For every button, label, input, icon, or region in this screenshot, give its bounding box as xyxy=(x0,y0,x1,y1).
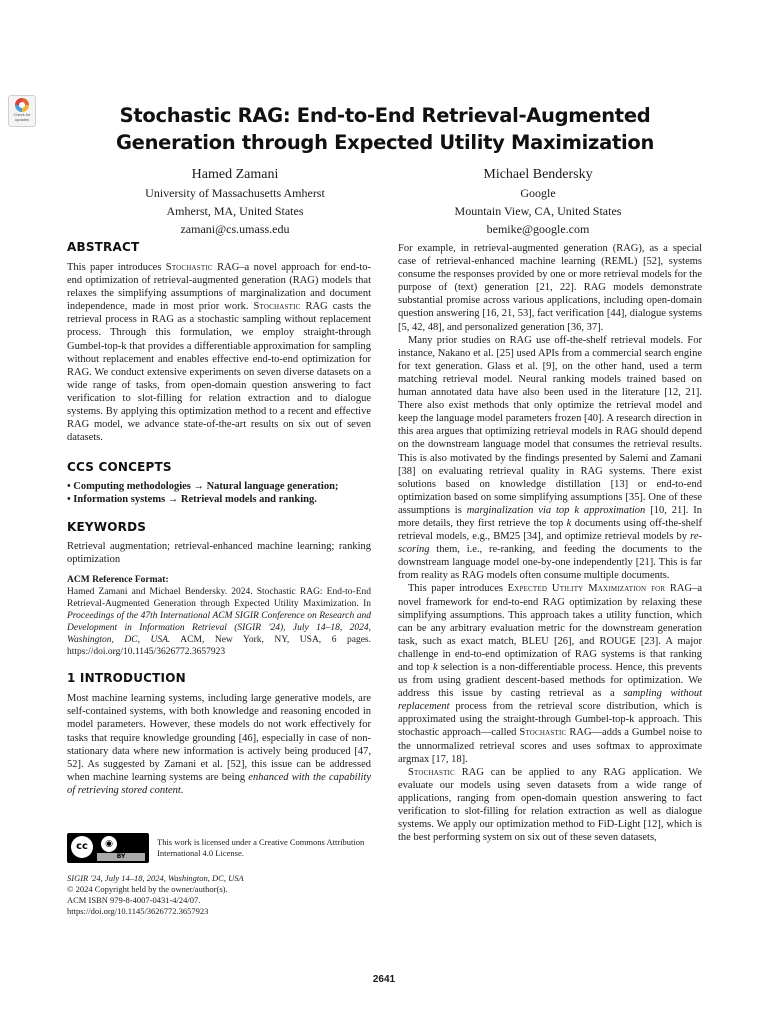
author-block-2 xyxy=(413,166,663,238)
body-paragraph: Many prior studies on RAG use off-the-shelf retrieval models. For instance, Nakano et al. [25] used APIs from a commercial search engine for text generation. Glass et al. [9], on the other hand, used a term matching retrieval model. Neural ranking models trained based on human annotated data have also been used in the literature [12, 21]. There also exist methods that only optimize the retrieval model and keep the language model parameters frozen [40]. A research direction in this area argues that optimizing retrieval models in RAG should depend on the downstream language model that consumes the retrieval results. This is also motivated by the findings presented by Salemi and Zamani [38] on evaluating retrieval quality in RAG systems. There exist solutions based on knowledge distillation [13] or end-to-end optimization based on some simplifying assumptions [35]. One of these assumptions is marginalization via top k approximation [10, 21]. In more details, they first retrieve the top k documents using off-the-shelf retrieval models, e.g., BM25 [34], and optimize retrieval models by re-scoring them, i.e., re-ranking, and feeding the documents to the downstream language model one-by-one independently [21]. This is far from reality as RAG models often consume multiple documents. xyxy=(398,334,703,582)
footnote-venue: SIGIR '24, July 14–18, 2024, Washington, DC, USA xyxy=(67,873,244,883)
paper-title: Stochastic RAG: End-to-End Retrieval-Augmented Generation through Expected Utility Maximization xyxy=(115,104,655,154)
footnote xyxy=(67,873,371,917)
page-number: 2641 xyxy=(372,974,396,985)
footnote-doi[interactable]: https://doi.org/10.1145/3626772.3657923 xyxy=(67,906,209,916)
body-paragraph: For example, in retrieval-augmented generation (RAG), as a special case of retrieval-enhanced machine learning (REML) [52], systems consume the responses provided by one or more retrieval models for the purpose of (text) generation [21, 22]. RAG models demonstrate substantial promise across various applications, including open-domain question answering [16, 21, 53], fact verification [44], dialogue systems [5, 42, 48], and personalized generation [36, 37]. xyxy=(398,243,702,333)
intro-paragraph: Most machine learning systems, including large generative models, are self-contained systems, with both knowledge and reasoning encoded in model parameters. However, these models do not work effectively for tasks that require knowledge grounding [46], especially in case of non-stationary data where new information is actively being produced [47, 52]. As suggested by Zamani et al. [52], this issue can be addressed when machine learning systems are being enhanced with the capability of retrieving stored content. xyxy=(67,693,372,796)
check-for-updates-badge[interactable] xyxy=(8,95,36,127)
author-affiliation: Google xyxy=(520,186,556,200)
keywords-text: Retrieval augmentation; retrieval-enhanced machine learning; ranking optimization xyxy=(67,540,371,565)
author-location: Mountain View, CA, United States xyxy=(454,204,622,218)
author-affiliation: University of Massachusetts Amherst xyxy=(145,186,325,200)
author-name: Hamed Zamani xyxy=(191,167,279,182)
left-column xyxy=(67,240,371,797)
body-paragraph: Stochastic RAG can be applied to any RAG application. We evaluate our models using seven datasets from a wide range of applications, ranging from open-domain question answering to fact verification to slot-filling for relation extraction as well as dialogue systems. We apply our optimization method to FiD-Light [12], which is the best performing system on six out of these seven datasets, xyxy=(398,766,702,844)
license-box xyxy=(67,833,371,865)
by-label: BY xyxy=(97,853,145,861)
acm-ref-text: Hamed Zamani and Michael Bendersky. 2024. Stochastic RAG: End-to-End Retrieval-Augmented Generation through Expected Utility Maximization. In Proceedings of the 47th International ACM SIGIR Conference on Research and Development in Information Retrieval (SIGIR '24), July 14–18, 2024, Washington, DC, USA. ACM, New York, NY, USA, 6 pages. https://doi.org/10.1145/3626772.3657923 xyxy=(67,586,371,658)
acm-ref-heading: ACM Reference Format: xyxy=(67,574,169,585)
right-column xyxy=(398,242,702,844)
footnote-copyright: © 2024 Copyright held by the owner/author(s). xyxy=(67,884,228,894)
check-for-updates-label: Check for updates xyxy=(13,112,31,122)
ccs-heading: CCS CONCEPTS xyxy=(67,460,172,475)
ccs-concept: • Information systems → Retrieval models and ranking. xyxy=(67,494,317,506)
cc-icon: cc xyxy=(71,836,93,858)
license-text: This work is licensed under a Creative Commons Attribution International 4.0 License. xyxy=(157,837,365,858)
crossmark-icon xyxy=(14,97,30,113)
cc-by-license-icon[interactable] xyxy=(67,833,149,863)
author-email[interactable]: zamani@cs.umass.edu xyxy=(180,222,290,236)
author-location: Amherst, MA, United States xyxy=(166,204,304,218)
author-name: Michael Bendersky xyxy=(483,167,593,182)
introduction-heading: 1 INTRODUCTION xyxy=(67,671,186,686)
author-email[interactable]: bemike@google.com xyxy=(486,222,590,236)
body-paragraph: This paper introduces Expected Utility Maximization for RAG–a novel framework for end-to-end RAG optimization by relaxing these simplifying assumptions. This approach takes a utility function, which can be any arbitrary evaluation metric for the downstream generation task, such as exact match, BLEU [26], and ROUGE [23]. A major challenge in end-to-end optimization of RAG systems is that ranking and top k selection is a non-differentiable process. Hence, this prevents us from using gradient descent-based methods for optimization. We address this issue by casting retrieval as a sampling without replacement process from the retrieval score distribution, which is approximated using the straight-through Gumbel-top-k approach. This stochastic approach—called Stochastic RAG—adds a Gumbel noise to the unnormalized retrieval scores and uses softmax to approximate argmax [17, 18]. xyxy=(398,583,702,765)
ccs-concept: • Computing methodologies → Natural language generation; xyxy=(67,481,339,493)
keywords-heading: KEYWORDS xyxy=(67,519,147,534)
abstract-heading: ABSTRACT xyxy=(67,240,140,254)
footnote-isbn: ACM ISBN 979-8-4007-0431-4/24/07. xyxy=(67,895,201,905)
author-block-1 xyxy=(110,166,360,238)
person-icon: ◉ xyxy=(101,836,117,852)
abstract-text: This paper introduces Stochastic RAG–a novel approach for end-to-end optimization of retrieval-augmented generation (RAG) models that relaxes the simplifying assumptions of marginalization and document independence, made in most prior work. Stochastic RAG casts the retrieval process in RAG as a stochastic sampling without replacement process. Through this formulation, we employ straight-through Gumbel-top-k that provides a differentiable approximation for sampling without replacement and enables effective end-to-end optimization for RAG. We conduct extensive experiments on seven diverse datasets on a wide range of tasks, from open-domain question answering to fact verification to slot-filling for relation extraction and to dialogue systems. By applying this optimization method to a recent and effective RAG model, we advance state-of-the-art results on six out of seven datasets. xyxy=(67,262,371,444)
